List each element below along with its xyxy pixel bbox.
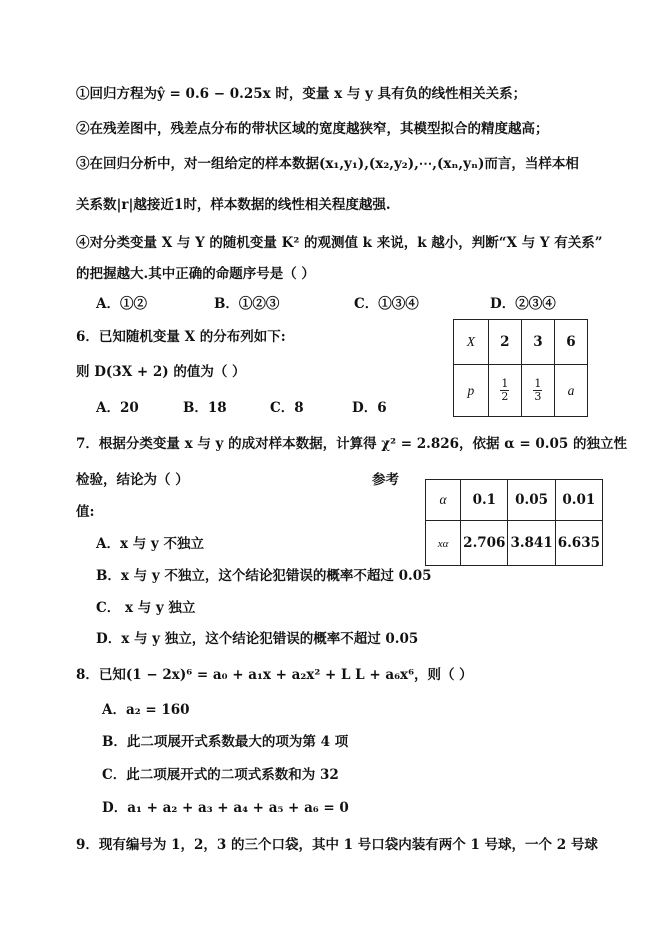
q5-option-b[interactable]: B．①②③ bbox=[214, 296, 280, 312]
statement-1: ①回归方程为ŷ = 0.6 − 0.25x 时，变量 x 与 y 具有负的线性相关关系； bbox=[76, 86, 527, 102]
statement-3-line2: 关系数|r|越接近1时，样本数据的线性相关程度越强. bbox=[76, 197, 391, 213]
statement-4-line2: 的把握越大.其中正确的命题序号是（ ） bbox=[76, 266, 315, 282]
q7-table-value: 3.841 bbox=[508, 521, 555, 566]
q5-option-c[interactable]: C．①③④ bbox=[354, 296, 419, 312]
q6-ask: 则 D(3X + 2) 的值为（ ） bbox=[76, 364, 246, 380]
q6-option-a[interactable]: A．20 bbox=[96, 400, 139, 416]
q8-option-c[interactable]: C．此二项展开式的二项式系数和为 32 bbox=[102, 767, 339, 783]
q7-table-value: 0.05 bbox=[508, 480, 555, 521]
q7-table-alpha: α bbox=[426, 480, 461, 521]
q6-table-header-x: X bbox=[454, 320, 489, 365]
q7-line1: 7．根据分类变量 x 与 y 的成对样本数据，计算得 χ² = 2.826，依据 α = 0.05 的独立性 bbox=[76, 436, 627, 452]
q8-option-b[interactable]: B．此二项展开式系数最大的项为第 4 项 bbox=[102, 734, 349, 750]
q7-option-d[interactable]: D．x 与 y 独立，这个结论犯错误的概率不超过 0.05 bbox=[96, 631, 419, 647]
q7-option-b[interactable]: B．x 与 y 不独立，这个结论犯错误的概率不超过 0.05 bbox=[96, 568, 432, 584]
q7-critical-table bbox=[425, 479, 603, 566]
q6-table-prob: $\frac{1}{3}$ bbox=[521, 365, 554, 417]
q6-option-d[interactable]: D．6 bbox=[352, 400, 387, 416]
q5-option-d[interactable]: D．②③④ bbox=[490, 296, 556, 312]
q9-line1: 9．现有编号为 1，2，3 的三个口袋，其中 1 号口袋内装有两个 1 号球，一个 2 号球 bbox=[76, 837, 598, 853]
q7-option-a[interactable]: A．x 与 y 不独立 bbox=[96, 536, 204, 552]
q6-distribution-table bbox=[453, 319, 588, 417]
q7-ref-label: 参考 bbox=[372, 472, 399, 488]
q7-table-value: 6.635 bbox=[555, 521, 602, 566]
q7-table-value: 2.706 bbox=[461, 521, 508, 566]
q7-table-xalpha: xα bbox=[426, 521, 461, 566]
q8-option-d[interactable]: D．a₁ + a₂ + a₃ + a₄ + a₅ + a₆ = 0 bbox=[102, 800, 349, 816]
q5-option-a[interactable]: A．①② bbox=[96, 296, 147, 312]
statement-2: ②在残差图中，残差点分布的带状区域的宽度越狭窄，其模型拟合的精度越高； bbox=[76, 121, 549, 137]
q6-option-b[interactable]: B．18 bbox=[183, 400, 227, 416]
statement-3-line1: ③在回归分析中，对一组给定的样本数据(x₁,y₁),(x₂,y₂),⋯,(xₙ,yₙ)而言，当样本相 bbox=[76, 156, 579, 172]
q6-table-header-p: p bbox=[454, 365, 489, 417]
q6-table-value: 2 bbox=[488, 320, 521, 365]
q7-option-c[interactable]: C． x 与 y 独立 bbox=[96, 600, 196, 616]
q7-line2: 检验，结论为（ ） bbox=[76, 472, 189, 488]
q6-table-value: 6 bbox=[554, 320, 587, 365]
q8-stem: 8．已知(1 − 2x)⁶ = a₀ + a₁x + a₂x² + L L + a₆x⁶，则（ ） bbox=[76, 667, 473, 683]
q6-table-value: 3 bbox=[521, 320, 554, 365]
q6-table-prob: $\frac{1}{2}$ bbox=[488, 365, 521, 417]
q7-ref-label-2: 值: bbox=[76, 504, 95, 520]
q6-option-c[interactable]: C．8 bbox=[270, 400, 304, 416]
q7-table-value: 0.01 bbox=[555, 480, 602, 521]
statement-4-line1: ④对分类变量 X 与 Y 的随机变量 K² 的观测值 k 来说，k 越小，判断“X 与 Y 有关系” bbox=[76, 235, 603, 251]
q7-table-value: 0.1 bbox=[461, 480, 508, 521]
q6-table-prob: a bbox=[554, 365, 587, 417]
q6-stem: 6．已知随机变量 X 的分布列如下: bbox=[76, 329, 286, 345]
q8-option-a[interactable]: A．a₂ = 160 bbox=[102, 702, 190, 718]
